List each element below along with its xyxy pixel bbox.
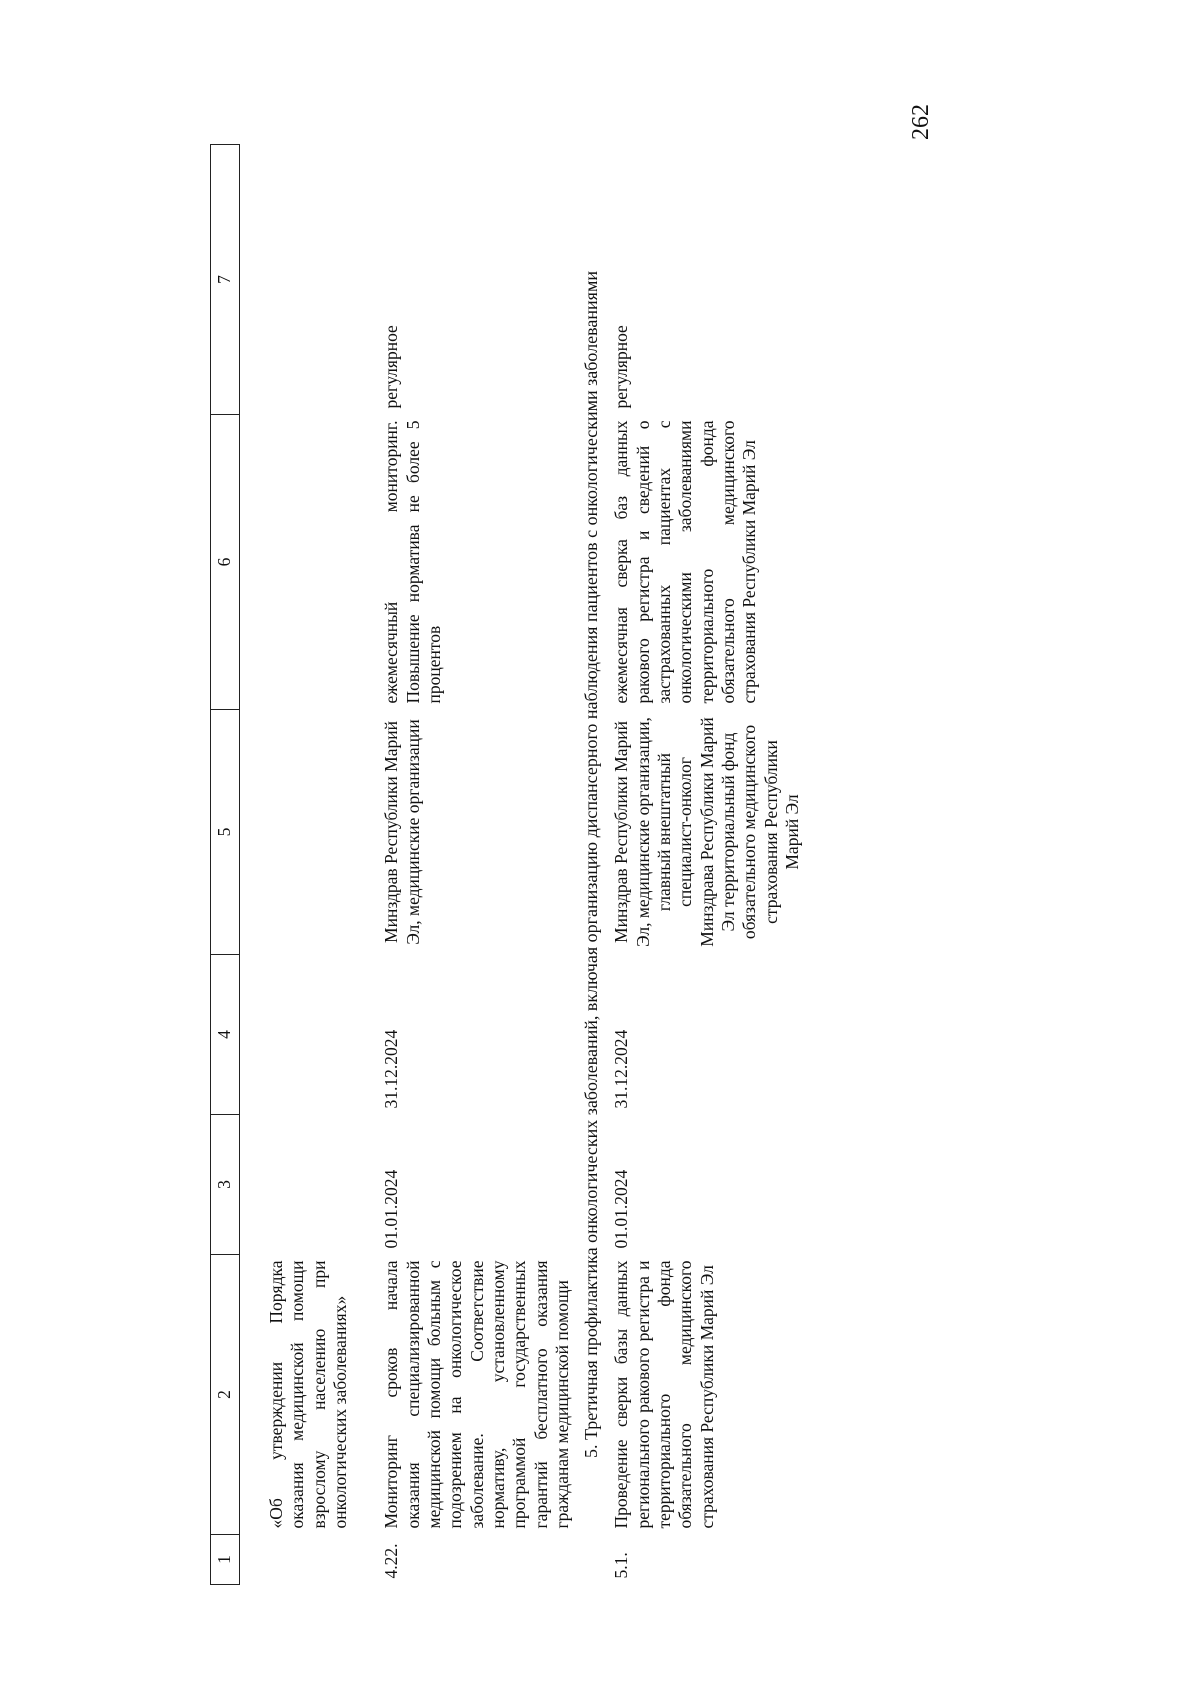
header-col-7: 7 xyxy=(211,145,240,415)
measure-text: Проведение сверки базы данных регионального ракового регистра и территориального фонда обязательного медицинского страхования Республики Марий Эл xyxy=(611,1260,717,1529)
table-row-5-1 xyxy=(607,145,807,1585)
section-heading-row xyxy=(577,145,607,1585)
rotated-landscape-page xyxy=(210,145,965,1585)
start-date: 01.01.2024 xyxy=(611,1169,632,1249)
header-row xyxy=(211,145,240,1585)
continuation-text: «Об утверждении Порядка оказания медицинской помощи взрослому населению при онкологических заболеваниях» xyxy=(266,1260,351,1529)
row-number: 4.22. xyxy=(381,1543,402,1579)
row-number: 5.1. xyxy=(611,1552,632,1579)
table-row-continuation xyxy=(262,145,355,1585)
measures-table xyxy=(210,144,808,1585)
result-text: ежемесячная сверка баз данных ракового регистра и сведений о застрахованных пациентах с онкологическими заболеваниями территориального фонда обязательного медицинского страхования Республики Марий Эл xyxy=(611,420,760,704)
responsible-text: Минздрав Республики Марий Эл, медицинские организации, главный внештатный специалист-онколог Минздрава Республики Марий Эл территориальный фонд обязательного медицинского страхования Республики Марий Эл xyxy=(611,717,803,947)
measure-text: Мониторинг сроков начала оказания специализированной медицинской помощи больным с подозрением на онкологическое заболевание. Соответствие нормативу, установленному программой государственных гарантий бесплатного оказания гражданам медицинской помощи xyxy=(381,1260,573,1529)
result-text: ежемесячный мониторинг. Повышение норматива не более 5 процентов xyxy=(381,420,445,704)
type-text: регулярное xyxy=(381,325,402,409)
header-col-5: 5 xyxy=(211,710,240,955)
type-text: регулярное xyxy=(611,325,632,409)
header-col-3: 3 xyxy=(211,1115,240,1255)
header-col-6: 6 xyxy=(211,415,240,710)
header-col-2: 2 xyxy=(211,1255,240,1535)
table-row-4-22 xyxy=(377,145,577,1585)
end-date: 31.12.2024 xyxy=(381,1029,402,1109)
page-number: 262 xyxy=(908,104,934,140)
header-col-1: 1 xyxy=(211,1535,240,1585)
header-col-4: 4 xyxy=(211,955,240,1115)
responsible-text: Минздрав Республики Марий Эл, медицинские организации xyxy=(381,719,423,945)
end-date: 31.12.2024 xyxy=(611,1029,632,1109)
section-heading: 5. Третичная профилактика онкологических заболеваний, включая организацию диспансерного наблюдения пациентов с онкологическими заболеваниями xyxy=(581,271,602,1458)
start-date: 01.01.2024 xyxy=(381,1169,402,1249)
